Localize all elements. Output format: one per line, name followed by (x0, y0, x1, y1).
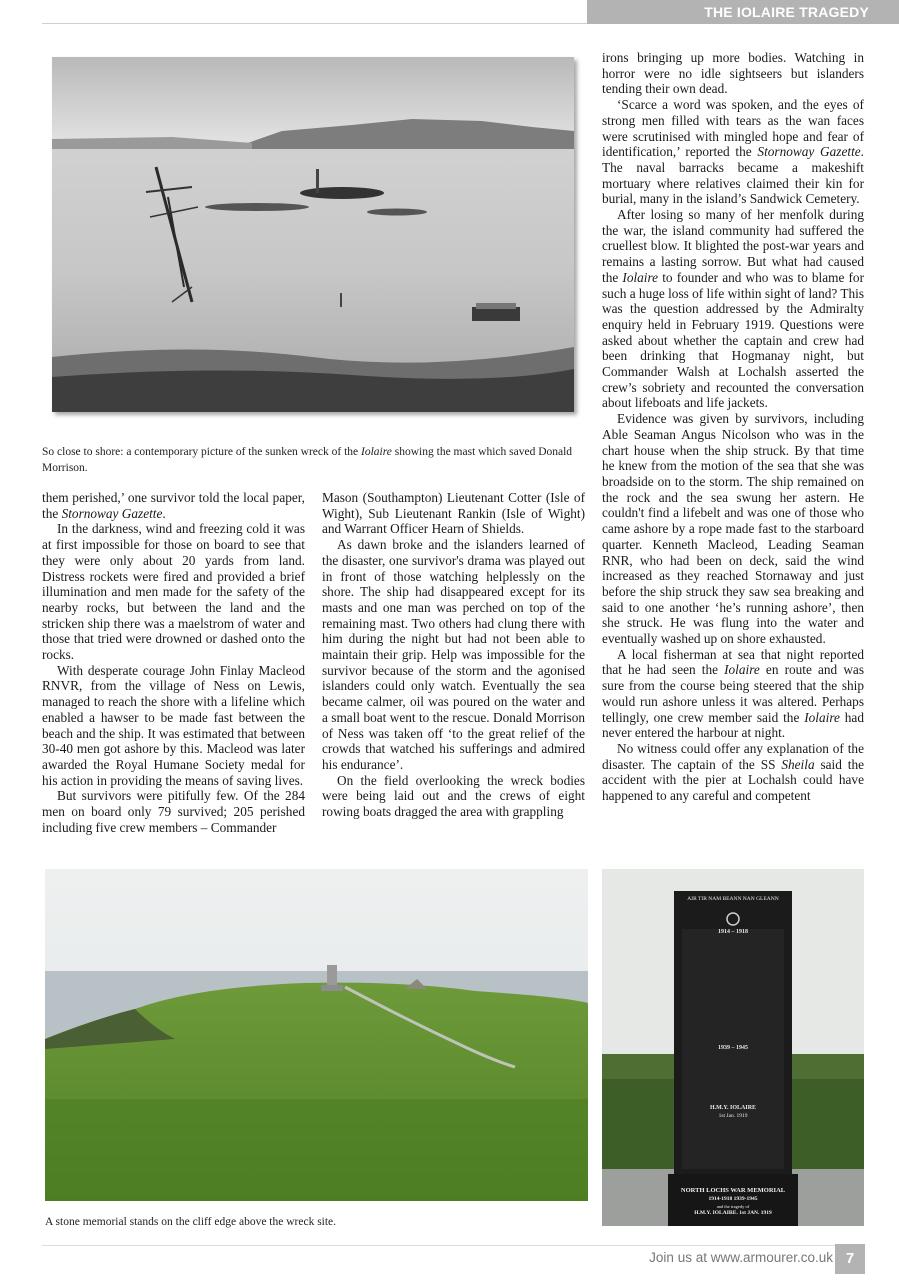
column-3 (602, 50, 864, 804)
column-1 (42, 490, 305, 835)
wreck-photo (52, 57, 574, 412)
paragraph: them perished,’ one survivor told the local paper, the Stornoway Gazette. (42, 490, 305, 521)
cliff-memorial-photo (45, 869, 588, 1201)
page-number: 7 (835, 1244, 865, 1274)
column-2 (322, 490, 585, 820)
paragraph: No witness could offer any explanation of the disaster. The captain of the SS Sheila said the accident with the pier at Lochalsh could have happened to any careful and competent (602, 740, 865, 804)
cliff-memorial-caption: A stone memorial stands on the cliff edge above the wreck site. (45, 1216, 337, 1228)
memorial-iolaire: H.M.Y. IOLAIRE (709, 1105, 757, 1111)
header-rule (42, 23, 587, 24)
paragraph: ‘Scarce a word was spoken, and the eyes of strong men filled with tears as the wan faces were scrutinised with mingled hope and fear of identification,’ reported the Stornoway Gazette. The naval barracks became a makeshift mortuary where relatives claimed their kin for burial, many in the island’s Sandwick Cemetery. (602, 97, 864, 207)
paragraph: A local fisherman at sea that night reported that he had seen the Iolaire en route and was sure from the course being steered that the ship would run ashore unless it was altered. Perhaps tellingly, one crew member said the Iolaire had never entered the harbour at night. (602, 646, 864, 741)
paragraph: As dawn broke and the islanders learned of the disaster, one survivor's drama was played out in front of those watching helplessly on the shore. The ship had disappeared except for its masts and one man was perched on top of the remaining mast. Two others had clung there with him during the night but had not been able to maintain their grip. Help was impossible for the survivor because of the storm and the agonised islanders could only watch. Eventually the sea became calmer, oil was poured on the water and a small boat went to the rescue. Donald Morrison of Ness was taken off ‘to the great relief of the crowds that watched his sufferings and admired his endurance’. (322, 537, 585, 772)
paragraph: On the field overlooking the wreck bodies were being laid out and the crews of eight rowing boats dragged the area with grappling (322, 772, 585, 820)
section-header: THE IOLAIRE TRAGEDY (587, 0, 899, 24)
paragraph: But survivors were pitifully few. Of the 284 men on board only 79 survived; 205 perished including five crew members – Commander (42, 788, 305, 835)
memorial-plinth-and: and the tragedy of (716, 1204, 750, 1209)
memorial-plinth-iolaire: H.M.Y. IOLAIRE. 1st JAN. 1919 (694, 1210, 772, 1216)
memorial-top-inscription: AIR TIR NAM BEANN NAN GLEANN (687, 896, 779, 902)
paragraph: In the darkness, wind and freezing cold it was at first impossible for those on board to see that they were only about 20 yards from land. Distress rockets were fired and provided a brief illumination and men made for the safety of the nearby rocks, but between the land and the stricken ship there was a maelstrom of water and those that tried were drowned or dashed onto the rocks. (42, 521, 305, 663)
memorial-years-ww1: 1914 – 1918 (718, 929, 748, 935)
footer-rule (42, 1245, 835, 1246)
wreck-photo-caption: So close to shore: a contemporary picture of the sunken wreck of the Iolaire showing the mast which saved Donald Morrison. (42, 446, 573, 474)
memorial-date: 1st Jan. 1919 (718, 1113, 748, 1119)
paragraph: With desperate courage John Finlay Macleod RNVR, from the village of Ness on Lewis, managed to reach the shore with a lifeline which enabled a hawser to be made fast between the beach and the ship. It was estimated that between 30-40 men got ashore by this. Macleod was later awarded the Royal Humane Society medal for his action in providing the means of saving lives. (42, 662, 305, 788)
footer-website: Join us at www.armourer.co.uk (649, 1250, 833, 1265)
paragraph: After losing so many of her menfolk during the war, the island community had suffered the cruellest blow. It blighted the post-war years and remains a lasting sorrow. But what had caused the Iolaire to founder and who was to blame for such a huge loss of life within sight of land? This was the question addressed by the Admiralty enquiry held in February 1919. Questions were asked about whether the captain and crew had been drinking that Hogmanay night, but Commander Walsh at Lochalsh asserted the crew’s sobriety and recounted the conversation about lifeboats and life jackets. (602, 207, 864, 411)
paragraph: irons bringing up more bodies. Watching in horror were no idle sightseers but islanders tending their own dead. (602, 50, 864, 97)
memorial-plinth-years: 1914-1918 1939-1945 (708, 1196, 758, 1202)
memorial-plinth-title: NORTH LOCHS WAR MEMORIAL (680, 1187, 786, 1194)
war-memorial-photo (602, 869, 864, 1226)
paragraph: Mason (Southampton) Lieutenant Cotter (Isle of Wight), Sub Lieutenant Rankin (Isle of Wight) and Warrant Officer Hearn of Shields. (322, 490, 585, 537)
paragraph: Evidence was given by survivors, including Able Seaman Angus Nicolson who was in the chart house when the ship struck. By that time he knew from the motion of the sea that she was broadside on to the storm. The ship remained on the rock and the sea swung her astern. He couldn't find a lifebelt and was one of those who came ashore by a rope made fast to the starboard quarter. Kenneth Macleod, Leading Seaman RNR, who had been on deck, said the wind increased as they reached Stornaway and just before the ship struck they saw sea breaking and said to one another ‘he’s running ashore’, then she struck. He was flung into the water and eventually washed up on shore exhausted. (602, 411, 864, 647)
memorial-years-ww2: 1939 – 1945 (718, 1045, 748, 1051)
